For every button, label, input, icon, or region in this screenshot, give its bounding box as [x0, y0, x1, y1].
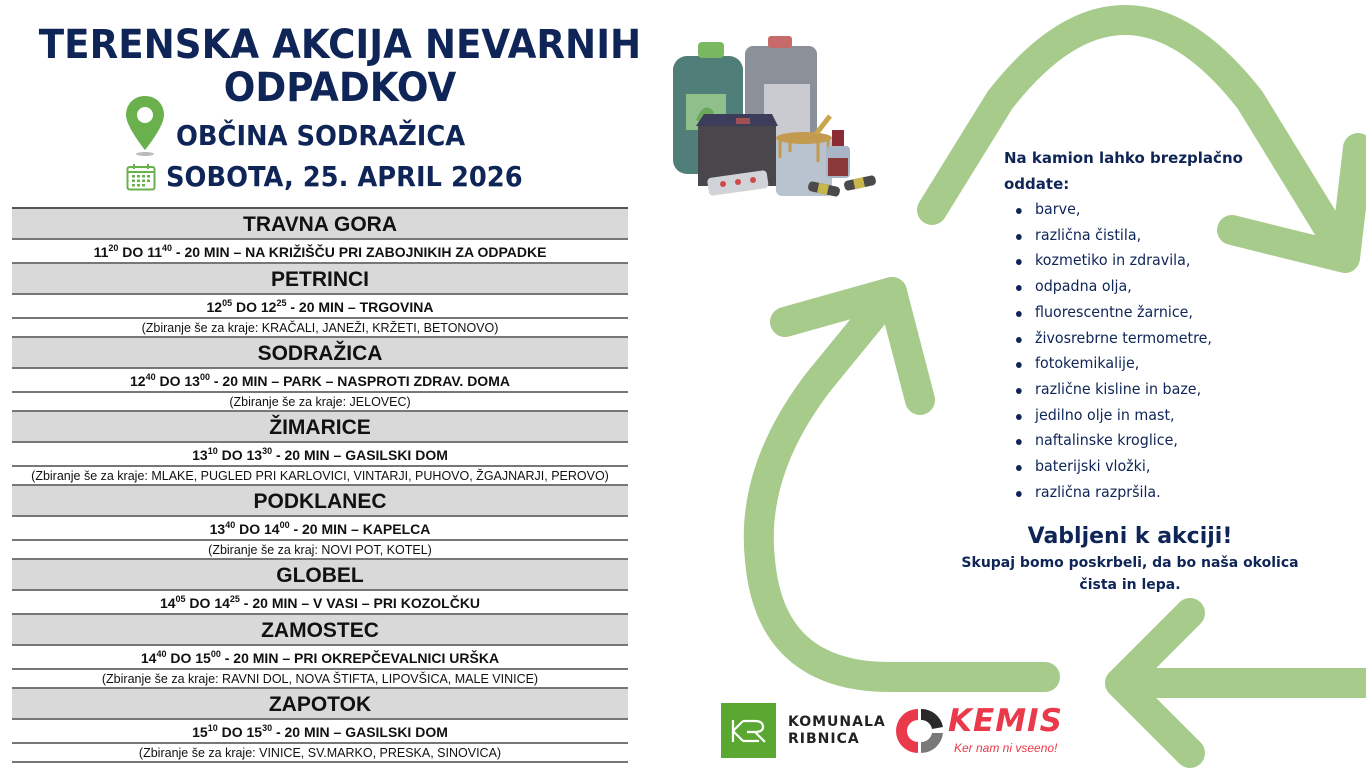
list-item: različna razpršila.	[1016, 480, 1252, 506]
schedule-time: $13^{40}$ DO $14^{00} - 20$ MIN – KAPELCA	[12, 517, 628, 541]
schedule-place: GLOBEL	[12, 560, 628, 591]
list-item: jedilno olje in mast,	[1016, 403, 1252, 429]
accepted-items-panel	[1004, 145, 1264, 505]
schedule-time: $15^{10}$ DO $15^{30} - 20$ MIN – GASILSKI DOM	[12, 720, 628, 744]
schedule-note: (Zbiranje še za kraj: NOVI POT, KOTEL)	[12, 541, 628, 560]
schedule-place: ŽIMARICE	[12, 412, 628, 443]
kemis-name: KEMIS	[948, 703, 1063, 739]
schedule-table	[12, 207, 628, 763]
list-item: fluorescentne žarnice,	[1016, 300, 1252, 326]
schedule-note: (Zbiranje še za kraje: MLAKE, PUGLED PRI KARLOVICI, VINTARJI, PUHOVO, ŽGAJNARJI, PEROVO)	[12, 467, 628, 486]
list-item: fotokemikalije,	[1016, 351, 1252, 377]
call-to-action	[940, 522, 1320, 596]
schedule-time: $12^{40}$ DO $13^{00} - 20$ MIN – PARK – NASPROTI ZDRAV. DOMA	[12, 369, 628, 393]
list-item: živosrebrne termometre,	[1016, 326, 1252, 352]
schedule-place: SODRAŽICA	[12, 338, 628, 369]
komunala-ribnica-logo	[721, 703, 886, 758]
list-item: kozmetiko in zdravila,	[1016, 248, 1252, 274]
schedule-time: $14^{40}$ DO $15^{00} - 20$ MIN – PRI OKREPČEVALNICI URŠKA	[12, 646, 628, 670]
list-item: različne kisline in baze,	[1016, 377, 1252, 403]
komunala-name-line1: KOMUNALA	[788, 713, 886, 730]
schedule-time: $12^{05}$ DO $12^{25} - 20$ MIN – TRGOVINA	[12, 295, 628, 319]
schedule-time: $11^{20}$ DO $11^{40} - 20$ MIN – NA KRIŽIŠČU PRI ZABOJNIKIH ZA ODPADKE	[12, 240, 628, 264]
kemis-ring-icon	[896, 705, 946, 757]
calendar-icon	[126, 163, 156, 191]
page-title-line1: TERENSKA AKCIJA NEVARNIH	[38, 22, 642, 68]
cta-subtitle-line1: Skupaj bomo poskrbeli, da bo naša okolica	[961, 555, 1299, 571]
schedule-note: (Zbiranje še za kraje: JELOVEC)	[12, 393, 628, 412]
schedule-note: (Zbiranje še za kraje: RAVNI DOL, NOVA ŠTIFTA, LIPOVŠICA, MALE VINICE)	[12, 670, 628, 689]
list-item: barve,	[1016, 197, 1252, 223]
event-date: SOBOTA, 25. APRIL 2026	[166, 160, 523, 193]
schedule-place: PODKLANEC	[12, 486, 628, 517]
list-item: odpadna olja,	[1016, 274, 1252, 300]
schedule-place: ZAMOSTEC	[12, 615, 628, 646]
schedule-place: TRAVNA GORA	[12, 209, 628, 240]
schedule-time: $14^{05}$ DO $14^{25} - 20$ MIN – V VASI – PRI KOZOLČKU	[12, 591, 628, 615]
cta-title: Vabljeni k akciji!	[1027, 524, 1233, 549]
komunala-name-line2: RIBNICA	[788, 730, 860, 747]
accepted-items-list	[1004, 197, 1264, 505]
hazardous-waste-illustration	[668, 34, 880, 204]
kemis-tagline: Ker nam ni vseeno!	[954, 741, 1058, 755]
list-item: naftalinske kroglice,	[1016, 428, 1252, 454]
accepted-items-heading: Na kamion lahko brezplačno oddate:	[1004, 149, 1243, 193]
cta-subtitle-line2: čista in lepa.	[1079, 577, 1181, 593]
schedule-time: $13^{10}$ DO $13^{30} - 20$ MIN – GASILSKI DOM	[12, 443, 628, 467]
schedule-place: ZAPOTOK	[12, 689, 628, 720]
komunala-emblem-icon	[721, 703, 776, 758]
list-item: različna čistila,	[1016, 223, 1252, 249]
page-title-line2: ODPADKOV	[223, 65, 457, 111]
schedule-note: (Zbiranje še za kraje: KRAČALI, JANEŽI, KRŽETI, BETONOVO)	[12, 319, 628, 338]
map-pin-icon	[124, 94, 166, 158]
schedule-note: (Zbiranje še za kraje: VINICE, SV.MARKO, PRESKA, SINOVICA)	[12, 744, 628, 763]
schedule-place: PETRINCI	[12, 264, 628, 295]
list-item: baterijski vložki,	[1016, 454, 1252, 480]
municipality-label: OBČINA SODRAŽICA	[176, 119, 466, 152]
